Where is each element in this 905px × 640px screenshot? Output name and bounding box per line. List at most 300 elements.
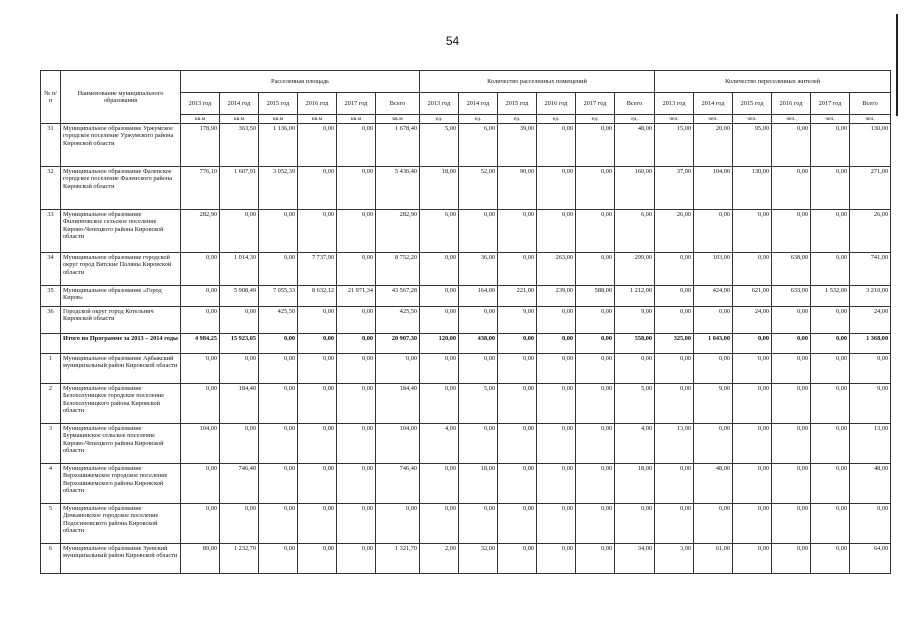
row-value: 299,00 <box>615 253 655 286</box>
row-value: 0,00 <box>459 424 498 464</box>
row-value: 130,00 <box>850 124 891 167</box>
row-value: 90,00 <box>498 167 537 210</box>
row-value: 0,00 <box>420 504 459 544</box>
header-unit: ед. <box>459 115 498 124</box>
row-value: 20 907,30 <box>376 334 420 354</box>
header-year: 2017 год <box>811 93 850 115</box>
row-value: 0,00 <box>459 307 498 334</box>
row-value: 638,00 <box>772 253 811 286</box>
row-value: 0,00 <box>459 354 498 384</box>
row-value: 0,00 <box>537 334 576 354</box>
row-value: 104,00 <box>376 424 420 464</box>
row-value: 0,00 <box>181 384 220 424</box>
header-unit: кв.м <box>298 115 337 124</box>
row-value: 0,00 <box>850 354 891 384</box>
header-unit: кв.м <box>181 115 220 124</box>
row-value: 0,00 <box>420 286 459 307</box>
row-value: 0,00 <box>420 464 459 504</box>
row-value: 0,00 <box>337 544 376 574</box>
row-value: 0,00 <box>772 210 811 253</box>
row-value: 104,00 <box>181 424 220 464</box>
row-name: Городской округ город Котельнич Кировской области <box>61 307 181 334</box>
row-value: 0,00 <box>811 544 850 574</box>
row-value: 0,00 <box>811 504 850 544</box>
header-unit: кв.м <box>376 115 420 124</box>
row-value: 0,00 <box>259 253 298 286</box>
header-group-residents: Количество переселенных жителей <box>655 71 891 93</box>
row-value: 0,00 <box>259 544 298 574</box>
row-value: 0,00 <box>576 464 615 504</box>
row-number: 5 <box>41 504 61 544</box>
table-row <box>41 504 891 544</box>
row-value: 32,00 <box>459 544 498 574</box>
table-row <box>41 544 891 574</box>
row-value: 6,00 <box>615 210 655 253</box>
row-value: 0,00 <box>655 307 694 334</box>
row-number: 2 <box>41 384 61 424</box>
row-value: 0,00 <box>498 210 537 253</box>
row-value: 0,00 <box>298 307 337 334</box>
resettlement-table <box>40 70 891 574</box>
table-row <box>41 424 891 464</box>
header-year: 2013 год <box>655 93 694 115</box>
row-value: 18,00 <box>459 464 498 504</box>
row-value: 0,00 <box>850 504 891 544</box>
header-unit: чел. <box>850 115 891 124</box>
header-year: 2015 год <box>259 93 298 115</box>
row-value: 89,00 <box>181 544 220 574</box>
row-value: 0,00 <box>733 424 772 464</box>
row-value: 0,00 <box>337 253 376 286</box>
row-value: 0,00 <box>537 210 576 253</box>
row-value: 0,00 <box>694 210 733 253</box>
row-value: 0,00 <box>259 464 298 504</box>
row-value: 0,00 <box>811 384 850 424</box>
row-value: 0,00 <box>772 354 811 384</box>
row-number: 31 <box>41 124 61 167</box>
row-value: 0,00 <box>259 334 298 354</box>
row-value: 0,00 <box>420 354 459 384</box>
row-value: 0,00 <box>733 464 772 504</box>
row-value: 0,00 <box>811 210 850 253</box>
row-value: 0,00 <box>259 504 298 544</box>
row-name: Муниципальное образование Уржумское городское поселение Уржумского района Кировской области <box>61 124 181 167</box>
header-year: 2014 год <box>220 93 259 115</box>
row-value: 621,00 <box>733 286 772 307</box>
row-value: 0,00 <box>337 124 376 167</box>
row-value: 15,00 <box>655 124 694 167</box>
row-value: 0,00 <box>298 544 337 574</box>
row-value: 0,00 <box>655 384 694 424</box>
row-value: 0,00 <box>811 124 850 167</box>
row-value: 0,00 <box>298 354 337 384</box>
row-value: 0,00 <box>376 354 420 384</box>
row-value: 0,00 <box>576 253 615 286</box>
row-value: 1 014,30 <box>220 253 259 286</box>
header-year: 2013 год <box>181 93 220 115</box>
row-value: 9,00 <box>850 384 891 424</box>
row-value: 7 055,33 <box>259 286 298 307</box>
row-number: 32 <box>41 167 61 210</box>
header-unit: чел. <box>772 115 811 124</box>
row-number: 1 <box>41 354 61 384</box>
header-unit: ед. <box>576 115 615 124</box>
header-unit: чел. <box>811 115 850 124</box>
table-row <box>41 167 891 210</box>
row-value: 0,00 <box>733 253 772 286</box>
header-group-premises: Количество расселенных помещений <box>420 71 655 93</box>
row-value: 1 232,70 <box>220 544 259 574</box>
row-value: 7 737,90 <box>298 253 337 286</box>
row-value: 0,00 <box>337 167 376 210</box>
row-value: 0,00 <box>576 210 615 253</box>
header-year: Всего <box>376 93 420 115</box>
row-number: 3 <box>41 424 61 464</box>
row-value: 1 368,00 <box>850 334 891 354</box>
header-unit: ед. <box>498 115 537 124</box>
row-value: 8 752,20 <box>376 253 420 286</box>
row-value: 0,00 <box>576 307 615 334</box>
row-value: 103,00 <box>694 253 733 286</box>
row-value: 0,00 <box>576 124 615 167</box>
header-unit: ед. <box>420 115 459 124</box>
row-value: 0,00 <box>537 544 576 574</box>
row-value: 0,00 <box>694 354 733 384</box>
row-value: 0,00 <box>772 504 811 544</box>
row-name: Муниципальное образование Верхошижемское городское поселение Верхошижемского района Кировской области <box>61 464 181 504</box>
row-value: 746,40 <box>220 464 259 504</box>
row-value: 4,00 <box>615 424 655 464</box>
row-name: Муниципальное образование Арбажский муниципальный район Кировской области <box>61 354 181 384</box>
row-value: 0,00 <box>772 384 811 424</box>
row-value: 0,00 <box>772 334 811 354</box>
row-value: 3,00 <box>655 544 694 574</box>
row-value: 0,00 <box>655 354 694 384</box>
row-value: 48,00 <box>615 124 655 167</box>
row-value: 0,00 <box>298 124 337 167</box>
table-body <box>41 124 891 574</box>
row-value: 0,00 <box>259 384 298 424</box>
row-value: 120,00 <box>420 334 459 354</box>
row-name: Муниципальное образование Фаленское городское поселение Фаленского района Кировской области <box>61 167 181 210</box>
row-value: 0,00 <box>298 464 337 504</box>
table-row <box>41 253 891 286</box>
row-value: 48,00 <box>694 464 733 504</box>
row-value: 61,00 <box>694 544 733 574</box>
row-value: 0,00 <box>298 384 337 424</box>
row-value: 184,40 <box>376 384 420 424</box>
row-value: 5,00 <box>420 124 459 167</box>
header-year: 2013 год <box>420 93 459 115</box>
row-value: 0,00 <box>181 253 220 286</box>
row-number: 35 <box>41 286 61 307</box>
row-value: 0,00 <box>694 504 733 544</box>
row-value: 160,00 <box>615 167 655 210</box>
row-value: 0,00 <box>576 424 615 464</box>
row-value: 0,00 <box>220 210 259 253</box>
row-value: 184,40 <box>220 384 259 424</box>
row-value: 1 532,00 <box>811 286 850 307</box>
row-value: 0,00 <box>772 307 811 334</box>
row-value: 4,00 <box>420 424 459 464</box>
row-value: 0,00 <box>811 354 850 384</box>
row-value: 0,00 <box>576 504 615 544</box>
row-value: 0,00 <box>576 167 615 210</box>
row-name: Муниципальное образование Филипповское сельское поселение Кирово-Чепецкого района Кировской области <box>61 210 181 253</box>
row-value: 2,00 <box>420 544 459 574</box>
row-value: 0,00 <box>733 384 772 424</box>
header-year: 2015 год <box>733 93 772 115</box>
table-row <box>41 124 891 167</box>
row-value: 0,00 <box>298 424 337 464</box>
row-value: 0,00 <box>459 504 498 544</box>
header-year: 2014 год <box>694 93 733 115</box>
row-value: 0,00 <box>420 307 459 334</box>
row-value: 0,00 <box>537 167 576 210</box>
row-value: 0,00 <box>498 253 537 286</box>
row-value: 221,00 <box>498 286 537 307</box>
table-row <box>41 307 891 334</box>
header-unit: кв.м <box>220 115 259 124</box>
row-value: 0,00 <box>772 424 811 464</box>
table-row <box>41 286 891 307</box>
row-value: 0,00 <box>772 167 811 210</box>
row-value: 0,00 <box>655 286 694 307</box>
header-year: 2016 год <box>772 93 811 115</box>
header-year: 2015 год <box>498 93 537 115</box>
row-value: 0,00 <box>811 334 850 354</box>
row-value: 24,00 <box>850 307 891 334</box>
header-year: 2014 год <box>459 93 498 115</box>
header-year: 2017 год <box>337 93 376 115</box>
header-year: Всего <box>615 93 655 115</box>
row-value: 0,00 <box>259 210 298 253</box>
row-value: 34,00 <box>615 544 655 574</box>
row-value: 0,00 <box>733 504 772 544</box>
header-unit: чел. <box>655 115 694 124</box>
row-value: 0,00 <box>576 384 615 424</box>
header-name: Наименование муниципального образования <box>61 71 181 124</box>
row-value: 438,00 <box>459 334 498 354</box>
row-value: 5 436,40 <box>376 167 420 210</box>
row-value: 0,00 <box>181 307 220 334</box>
row-value: 0,00 <box>537 384 576 424</box>
row-value: 0,00 <box>181 504 220 544</box>
row-value: 26,00 <box>850 210 891 253</box>
row-value: 0,00 <box>498 424 537 464</box>
row-value: 5,00 <box>615 384 655 424</box>
row-value: 52,00 <box>459 167 498 210</box>
row-value: 0,00 <box>337 424 376 464</box>
row-value: 0,00 <box>337 464 376 504</box>
row-number: 34 <box>41 253 61 286</box>
row-value: 1 607,91 <box>220 167 259 210</box>
row-value: 0,00 <box>733 354 772 384</box>
row-value: 0,00 <box>337 307 376 334</box>
row-value: 95,00 <box>733 124 772 167</box>
row-value: 0,00 <box>811 167 850 210</box>
row-value: 776,10 <box>181 167 220 210</box>
row-value: 24,00 <box>733 307 772 334</box>
row-value: 0,00 <box>733 210 772 253</box>
row-value: 0,00 <box>498 384 537 424</box>
row-value: 37,00 <box>655 167 694 210</box>
table-row <box>41 384 891 424</box>
row-value: 0,00 <box>181 286 220 307</box>
header-no: № п/п <box>41 71 61 124</box>
row-value: 9,00 <box>615 307 655 334</box>
row-value: 271,00 <box>850 167 891 210</box>
header-unit: кв.м <box>337 115 376 124</box>
row-number: 6 <box>41 544 61 574</box>
row-value: 4 984,25 <box>181 334 220 354</box>
row-value: 424,00 <box>694 286 733 307</box>
header-unit: кв.м <box>259 115 298 124</box>
row-value: 0,00 <box>576 544 615 574</box>
row-value: 9,00 <box>694 384 733 424</box>
row-value: 746,40 <box>376 464 420 504</box>
row-value: 0,00 <box>655 504 694 544</box>
row-value: 325,00 <box>655 334 694 354</box>
row-value: 0,00 <box>420 253 459 286</box>
row-value: 239,00 <box>537 286 576 307</box>
row-value: 0,00 <box>772 544 811 574</box>
row-value: 1 212,00 <box>615 286 655 307</box>
table-header <box>41 71 891 124</box>
row-value: 0,00 <box>220 354 259 384</box>
table-row <box>41 354 891 384</box>
row-value: 282,90 <box>181 210 220 253</box>
row-value: 0,00 <box>615 354 655 384</box>
row-value: 0,00 <box>298 210 337 253</box>
row-value: 0,00 <box>420 384 459 424</box>
header-year: 2017 год <box>576 93 615 115</box>
row-value: 20,00 <box>694 124 733 167</box>
row-value: 0,00 <box>615 504 655 544</box>
row-value: 8 632,12 <box>298 286 337 307</box>
row-value: 558,00 <box>615 334 655 354</box>
row-value: 1 136,00 <box>259 124 298 167</box>
row-value: 741,00 <box>850 253 891 286</box>
row-value: 0,00 <box>655 253 694 286</box>
page-number: 54 <box>445 34 460 48</box>
row-value: 0,00 <box>772 464 811 504</box>
row-value: 0,00 <box>811 424 850 464</box>
row-value: 0,00 <box>772 124 811 167</box>
row-value: 1 678,40 <box>376 124 420 167</box>
row-value: 633,00 <box>772 286 811 307</box>
row-value: 363,50 <box>220 124 259 167</box>
row-value: 0,00 <box>811 253 850 286</box>
row-value: 0,00 <box>537 307 576 334</box>
row-value: 0,00 <box>376 504 420 544</box>
row-value: 0,00 <box>537 504 576 544</box>
row-value: 0,00 <box>498 544 537 574</box>
row-value: 0,00 <box>811 307 850 334</box>
row-value: 0,00 <box>733 544 772 574</box>
row-value: 18,00 <box>615 464 655 504</box>
row-value: 6,00 <box>459 124 498 167</box>
row-value: 282,90 <box>376 210 420 253</box>
row-value: 0,00 <box>694 307 733 334</box>
row-value: 0,00 <box>220 504 259 544</box>
row-value: 0,00 <box>655 464 694 504</box>
header-year: Всего <box>850 93 891 115</box>
header-year: 2016 год <box>537 93 576 115</box>
row-value: 36,00 <box>459 253 498 286</box>
row-value: 6,00 <box>420 210 459 253</box>
row-value: 0,00 <box>298 334 337 354</box>
row-value: 0,00 <box>576 334 615 354</box>
row-value: 0,00 <box>259 354 298 384</box>
row-name: Муниципальное образование Демьяновское городское поселение Подосиновского района Кировской области <box>61 504 181 544</box>
row-value: 13,00 <box>655 424 694 464</box>
row-number: 33 <box>41 210 61 253</box>
row-value: 0,00 <box>337 504 376 544</box>
row-value: 0,00 <box>181 354 220 384</box>
row-value: 0,00 <box>537 124 576 167</box>
row-value: 0,00 <box>298 167 337 210</box>
row-value: 0,00 <box>337 334 376 354</box>
row-value: 0,00 <box>537 464 576 504</box>
row-value: 0,00 <box>498 354 537 384</box>
row-value: 48,00 <box>850 464 891 504</box>
row-value: 0,00 <box>537 424 576 464</box>
row-value: 0,00 <box>537 354 576 384</box>
row-number: 36 <box>41 307 61 334</box>
row-value: 0,00 <box>811 464 850 504</box>
row-value: 13,00 <box>850 424 891 464</box>
row-value: 15 923,05 <box>220 334 259 354</box>
row-number <box>41 334 61 354</box>
row-value: 0,00 <box>576 354 615 384</box>
row-value: 425,50 <box>259 307 298 334</box>
row-value: 64,00 <box>850 544 891 574</box>
row-name: Муниципальное образование городской округ город Вятские Поляны Кировской области <box>61 253 181 286</box>
row-value: 0,00 <box>220 424 259 464</box>
row-value: 5,00 <box>459 384 498 424</box>
row-value: 26,00 <box>655 210 694 253</box>
row-name: Итого по Программе за 2013 – 2014 годы <box>61 334 181 354</box>
row-value: 39,00 <box>498 124 537 167</box>
row-value: 104,00 <box>694 167 733 210</box>
row-value: 0,00 <box>498 504 537 544</box>
row-value: 130,00 <box>733 167 772 210</box>
header-unit: чел. <box>694 115 733 124</box>
row-value: 0,00 <box>694 424 733 464</box>
row-value: 588,00 <box>576 286 615 307</box>
header-group-area: Расселенная площадь <box>181 71 420 93</box>
row-value: 9,00 <box>498 307 537 334</box>
row-value: 0,00 <box>498 464 537 504</box>
row-name: Муниципальное образование Бурмакинское сельское поселение Кирово-Чепецкого района Кировской области <box>61 424 181 464</box>
row-name: Муниципальное образование Белохолуницкое городское поселение Белохолуницкого района Кировской области <box>61 384 181 424</box>
row-value: 0,00 <box>220 307 259 334</box>
row-value: 0,00 <box>259 424 298 464</box>
page-edge-line <box>896 14 898 116</box>
row-value: 0,00 <box>298 504 337 544</box>
row-value: 0,00 <box>337 384 376 424</box>
row-value: 5 908,49 <box>220 286 259 307</box>
row-value: 425,50 <box>376 307 420 334</box>
row-value: 0,00 <box>459 210 498 253</box>
header-unit: чел. <box>733 115 772 124</box>
row-value: 0,00 <box>733 334 772 354</box>
row-value: 0,00 <box>181 464 220 504</box>
row-value: 18,00 <box>420 167 459 210</box>
row-value: 21 971,34 <box>337 286 376 307</box>
row-value: 0,00 <box>337 210 376 253</box>
